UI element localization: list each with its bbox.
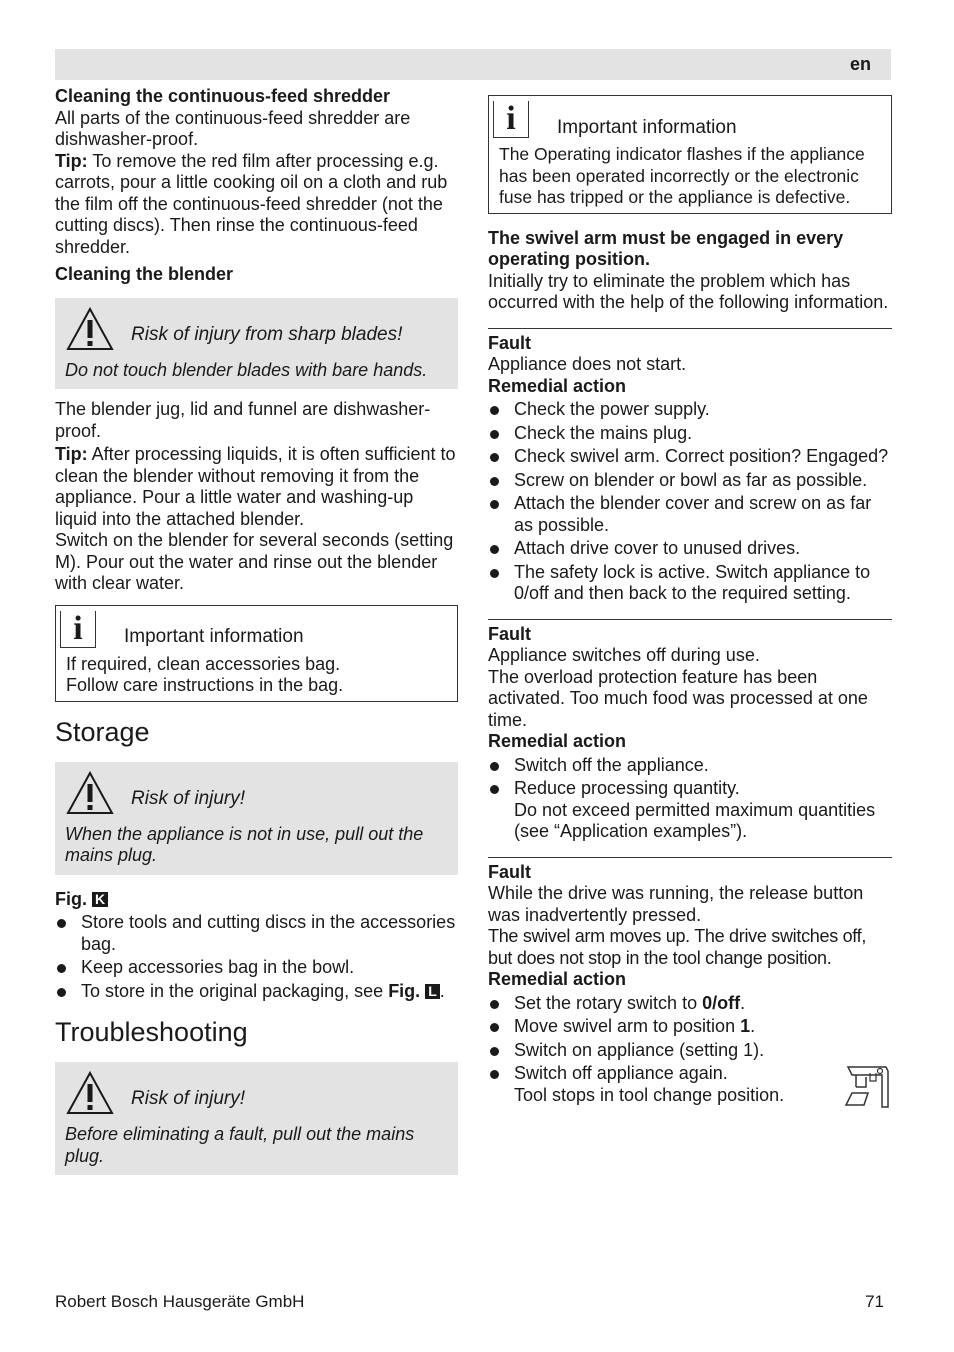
list-item-text: To store in the original packaging, see [81, 980, 389, 1001]
list-item: Switch on appliance (setting 1). [488, 1040, 892, 1062]
info-box-indicator [488, 95, 892, 214]
remedy-list [488, 755, 892, 843]
blender-tip [55, 444, 458, 530]
fault-label: Fault [488, 332, 531, 353]
list-item-end: . [439, 980, 445, 1001]
remedy-list [488, 399, 892, 605]
switch-setting: 0/off [702, 992, 741, 1013]
warning-body: When the appliance is not in use, pull out the mains plug. [65, 823, 424, 865]
fault-explanation: The overload protection feature has been activated. Too much food was processed at one time. [488, 666, 868, 730]
info-title: Important information [124, 626, 304, 647]
left-column [55, 86, 458, 1185]
list-item: Check the power supply. [488, 399, 892, 421]
info-icon: i [493, 101, 529, 138]
list-item-end: . [750, 1016, 756, 1036]
list-item: The safety lock is active. Switch appliance to 0/off and then back to the required setting. [488, 562, 892, 605]
fault-block-3 [488, 857, 892, 1107]
info-box-accessories [55, 605, 458, 702]
list-item: Check the mains plug. [488, 423, 892, 445]
language-bar [55, 49, 891, 80]
fault-label: Fault [488, 623, 531, 644]
list-item: Keep accessories bag in the bowl. [55, 957, 458, 979]
list-item [488, 993, 892, 1015]
list-item-text: Move swivel arm to position [514, 1016, 741, 1036]
tip-label: Tip: [55, 150, 88, 171]
storage-list [55, 912, 458, 1002]
fault-label: Fault [488, 861, 531, 882]
list-item-end: . [740, 992, 746, 1013]
shredder-heading: Cleaning the continuous-feed shredder [55, 86, 391, 106]
troubleshooting-title: Troubleshooting [55, 1017, 248, 1047]
warning-box-troubleshooting [55, 1062, 458, 1175]
fault-block-1 [488, 328, 892, 605]
list-item: Switch off the appliance. [488, 755, 892, 777]
remedy-list [488, 993, 892, 1107]
warning-title: Risk of injury from sharp blades! [131, 323, 403, 345]
list-item: Attach the blender cover and screw on as far as possible. [488, 493, 892, 536]
info-icon: i [60, 611, 96, 648]
list-item [488, 1063, 892, 1106]
warning-title: Risk of injury! [131, 787, 246, 809]
page-number: 71 [865, 1292, 884, 1311]
list-item: Store tools and cutting discs in the accessories bag. [55, 912, 458, 955]
shredder-tip [55, 151, 458, 259]
fault-explanation: The swivel arm moves up. The drive switches off, but does not stop in the tool change position. [488, 926, 867, 968]
warning-box-storage [55, 762, 458, 875]
fig-key-l: L [425, 984, 440, 999]
list-item-extra: Do not exceed permitted maximum quantities (see “Application examples”). [514, 799, 876, 841]
remedy-label: Remedial action [488, 731, 627, 751]
fault-description: Appliance does not start. [488, 354, 687, 374]
language-code: en [849, 54, 871, 74]
right-column [488, 86, 892, 1106]
fig-label: Fig. [55, 888, 87, 909]
warning-body: Before eliminating a fault, pull out the mains plug. [65, 1124, 415, 1166]
info-body-line1: If required, clean accessories bag. [66, 653, 341, 674]
arm-position: 1 [740, 1016, 751, 1036]
fig-key-k: K [92, 892, 108, 907]
storage-title: Storage [55, 716, 150, 747]
list-item [55, 981, 458, 1003]
warning-title: Risk of injury! [131, 1088, 246, 1110]
list-item-text: Set the rotary switch to [514, 992, 703, 1013]
fig-label: Fig. [388, 980, 421, 1001]
tip-label: Tip: [55, 444, 88, 464]
warning-box-blades [55, 298, 458, 390]
list-item [488, 778, 892, 843]
blender-heading: Cleaning the blender [55, 264, 234, 284]
list-item-extra: Tool stops in tool change position. [514, 1084, 785, 1105]
warning-icon [65, 306, 115, 352]
appliance-icon [842, 1063, 892, 1109]
list-item: Attach drive cover to unused drives. [488, 538, 892, 560]
remedy-label: Remedial action [488, 969, 627, 989]
remedy-label: Remedial action [488, 375, 627, 396]
tip-text: After processing liquids, it is often sufficient to clean the blender without removing it from the appliance. Pour a little water and washing-up liquid into the attached blender. [55, 444, 456, 529]
list-item-text: Switch off appliance again. [514, 1063, 728, 1083]
fault-description: While the drive was running, the release button was inadvertently pressed. [488, 883, 864, 925]
tip-text: To remove the red film after processing e.g. carrots, pour a little cooking oil on a cloth and rub the film off the continuous-feed shredder (not the cutting discs). Then rinse the continuous-feed shredder. [55, 150, 448, 257]
info-title: Important information [557, 116, 737, 138]
info-body-line2: Follow care instructions in the bag. [66, 675, 344, 695]
fault-description: Appliance switches off during use. [488, 645, 760, 665]
list-item [488, 1016, 892, 1038]
figure-reference [55, 889, 458, 911]
warning-body: Do not touch blender blades with bare hands. [65, 359, 428, 380]
blender-paragraph-2: Switch on the blender for several seconds (setting M). Pour out the water and rinse out the blender with clear water. [55, 530, 454, 593]
swivel-arm-note: The swivel arm must be engaged in every operating position. [488, 227, 844, 269]
info-body: The Operating indicator flashes if the appliance has been operated incorrectly or the electronic fuse has tripped or the appliance is defective. [499, 144, 865, 207]
warning-icon [65, 1070, 115, 1116]
fault-block-2 [488, 619, 892, 843]
shredder-paragraph: All parts of the continuous-feed shredder are dishwasher-proof. [55, 107, 411, 149]
warning-icon [65, 770, 115, 816]
list-item: Check swivel arm. Correct position? Engaged? [488, 446, 892, 468]
list-item-text: Reduce processing quantity. [514, 778, 740, 798]
list-item: Screw on blender or bowl as far as possible. [488, 470, 892, 492]
blender-paragraph: The blender jug, lid and funnel are dishwasher-proof. [55, 399, 431, 441]
swivel-arm-paragraph: Initially try to eliminate the problem which has occurred with the help of the following information. [488, 270, 889, 312]
footer-company: Robert Bosch Hausgeräte GmbH [55, 1292, 305, 1311]
